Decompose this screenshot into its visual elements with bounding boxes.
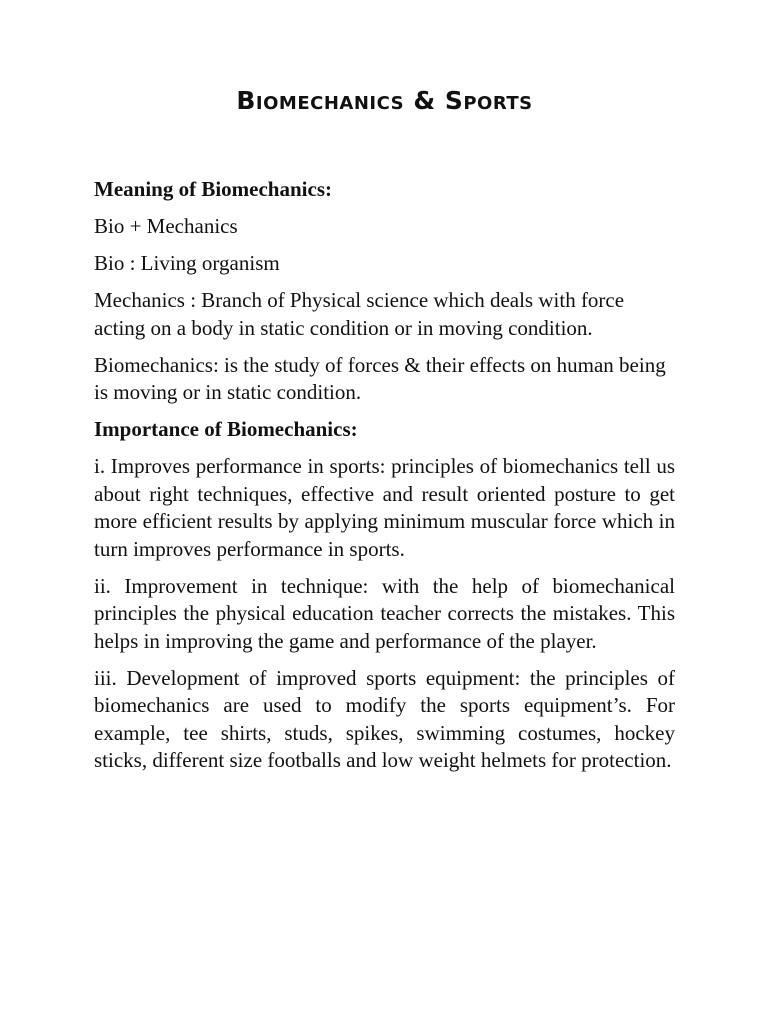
document-title: Biomechanics & Sports bbox=[236, 86, 533, 115]
mechanics-definition: Mechanics : Branch of Physical science which deals with force acting on a body in static condition or in moving condition. bbox=[94, 288, 625, 340]
importance-heading: Importance of Biomechanics: bbox=[94, 417, 358, 441]
document-body bbox=[94, 176, 675, 784]
bio-definition: Bio : Living organism bbox=[94, 251, 280, 275]
meaning-heading: Meaning of Biomechanics: bbox=[94, 177, 332, 201]
biomechanics-definition: Biomechanics: is the study of forces & their effects on human being is moving or in static condition. bbox=[94, 352, 666, 404]
importance-point-2: ii. Improvement in technique: with the help of biomechanical principles the physical education teacher corrects the mistakes. This helps in improving the game and performance of the player. bbox=[94, 573, 675, 653]
bio-mechanics-line: Bio + Mechanics bbox=[94, 214, 238, 238]
importance-point-1: i. Improves performance in sports: principles of biomechanics tell us about right techniques, effective and result oriented posture to get more efficient results by applying minimum muscular force which in turn improves performance in sports. bbox=[94, 454, 675, 561]
importance-point-3: iii. Development of improved sports equipment: the principles of biomechanics are used to modify the sports equipment’s. For example, tee shirts, studs, spikes, swimming costumes, hockey sticks, different size footballs and low weight helmets for protection. bbox=[94, 665, 675, 772]
